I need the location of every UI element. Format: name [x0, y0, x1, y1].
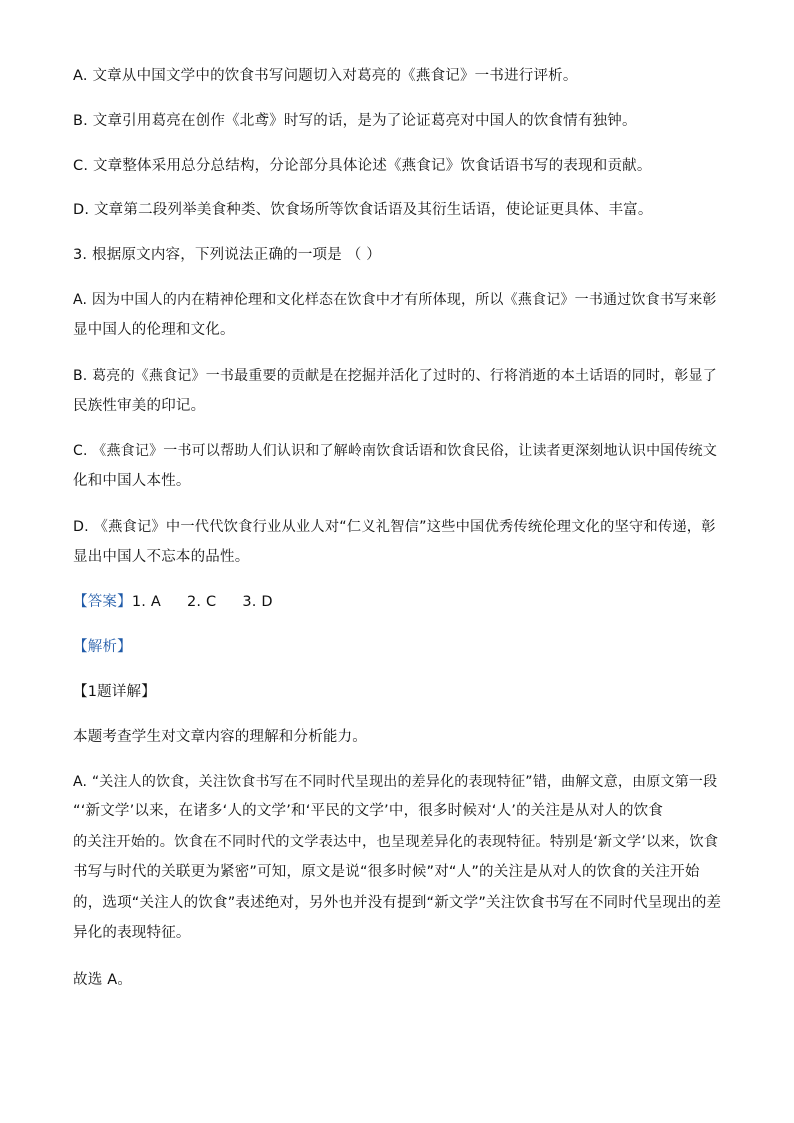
analysis-label: 【解析】: [73, 639, 132, 655]
answer-3: 3. D: [242, 594, 273, 610]
q2-option-a: A. 文章从中国文学中的饮食书写问题切入对葛亮的《燕食记》一书进行评析。: [73, 68, 578, 84]
q3-option-b-line1: B. 葛亮的《燕食记》一书最重要的贡献是在挖掘并活化了过时的、行将消逝的本土话语的同时，彰显了: [73, 368, 717, 384]
q3-option-b-line2: 民族性审美的印记。: [73, 398, 206, 414]
analysis-paragraph-line6: 异化的表现特征。: [73, 925, 191, 941]
analysis-intro: 本题考查学生对文章内容的理解和分析能力。: [73, 729, 367, 745]
analysis-paragraph-line3: 的关注开始的。饮食在不同时代的文学表达中，也呈现差异化的表现特征。特别是‘新文学’以来，饮食: [73, 834, 719, 850]
q2-option-c: C. 文章整体采用总分总结构，分论部分具体论述《燕食记》饮食话语书写的表现和贡献。: [73, 158, 652, 174]
q2-option-d: D. 文章第二段列举美食种类、饮食场所等饮食话语及其衍生话语，使论证更具体、丰富。: [73, 202, 653, 218]
answer-label: 【答案】: [73, 594, 132, 610]
q3-option-d-line2: 显出中国人不忘本的品性。: [73, 549, 250, 565]
answer-2: 2. C: [186, 594, 217, 610]
q3-option-a-line1: A. 因为中国人的内在精神伦理和文化样态在饮食中才有所体现，所以《燕食记》一书通过饮食书写来彰: [73, 292, 717, 308]
detail-title: 【1题详解】: [73, 684, 156, 700]
q3-option-d-line1: D. 《燕食记》中一代代饮食行业从业人对“仁义礼智信”这些中国优秀传统伦理文化的坚守和传递，彰: [73, 519, 716, 535]
answer-line: [73, 592, 273, 612]
q3-option-c-line1: C. 《燕食记》一书可以帮助人们认识和了解岭南饮食话语和饮食民俗，让读者更深刻地认识中国传统文: [73, 443, 718, 459]
q2-option-b: B. 文章引用葛亮在创作《北鸢》时写的话，是为了论证葛亮对中国人的饮食情有独钟。: [73, 113, 637, 129]
analysis-paragraph-line4: 书写与时代的关联更为紧密”可知，原文是说“很多时候”对“人”的关注是从对人的饮食的关注开始: [73, 864, 700, 880]
answer-1: 1. A: [131, 594, 161, 610]
analysis-paragraph-line5: 的，选项“关注人的饮食”表述绝对，另外也并没有提到“新文学”关注饮食书写在不同时代呈现出的差: [73, 895, 722, 911]
analysis-conclusion: 故选 A。: [73, 972, 133, 988]
q3-stem: 3. 根据原文内容，下列说法正确的一项是 （ ）: [73, 247, 381, 263]
q3-option-c-line2: 化和中国人本性。: [73, 473, 191, 489]
analysis-paragraph-line2: “‘新文学’以来，在诸多‘人的文学’和‘平民的文学’中，很多时候对‘人’的关注是从对人的饮食: [73, 803, 664, 819]
analysis-paragraph-line1: A. “关注人的饮食，关注饮食书写在不同时代呈现出的差异化的表现特征”错，曲解文意，由原文第一段: [73, 774, 718, 790]
q3-option-a-line2: 显中国人的伦理和文化。: [73, 322, 235, 338]
